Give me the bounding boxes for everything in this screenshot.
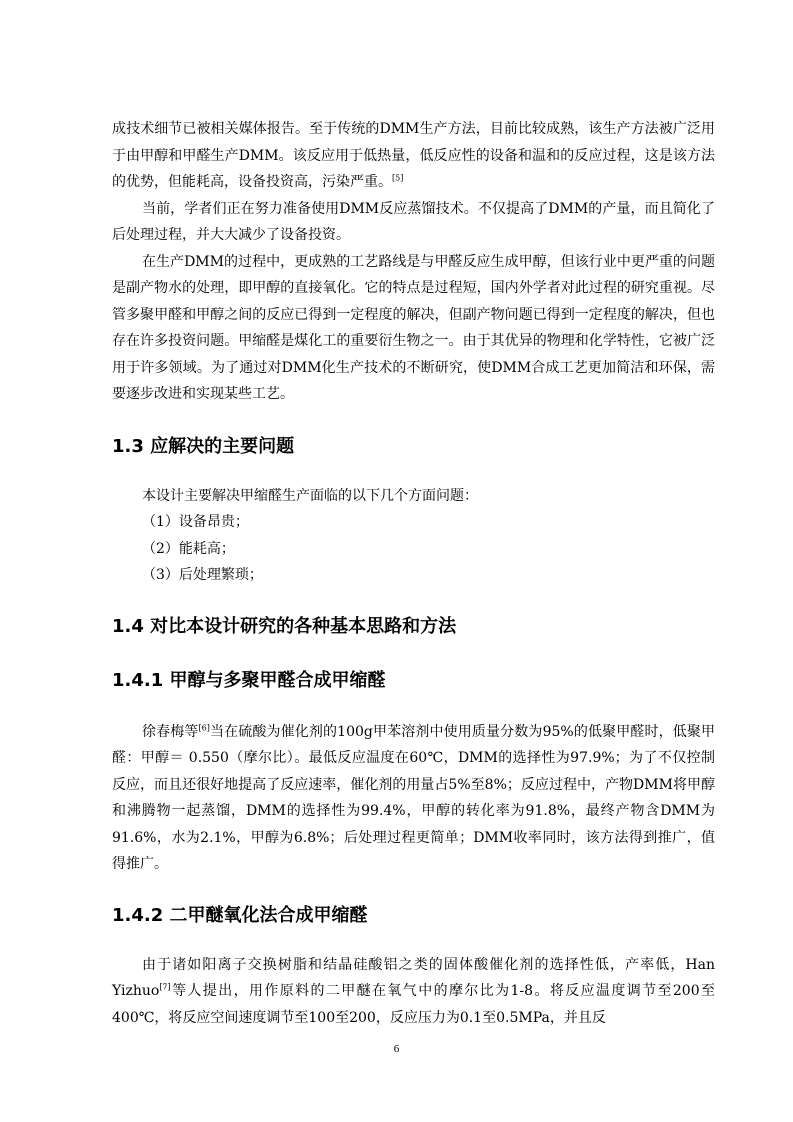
list-item: （3）后处理繁琐； (142, 567, 263, 583)
paragraph-4: 本设计主要解决甲缩醛生产面临的以下几个方面问题： (142, 487, 478, 504)
paragraph-6 (112, 952, 715, 1032)
section-heading-1-4: 1.4 对比本设计研究的各种基本思路和方法 (112, 615, 457, 637)
paragraph-5-text: 当在硫酸为催化剂的100g甲苯溶剂中使用质量分数为95%的低聚甲醛时，低聚甲醛：甲醇＝ 0.550（摩尔比）。最低反应温度在60℃，DMM的选择性为97.9%；为了不仅控制反应，而且还很好地提高了反应速率，催化剂的用量占5%至8%；反应过程中，产物DMM将甲醇和沸腾物一起蒸馏，DMM的选择性为99.4%，甲醇的转化率为91.8%，最终产物含DMM为91.6%，水为2.1%，甲醇为6.8%；后处理过程更简单；DMM收率同时，该方法得到推广，值得推广。 (112, 723, 715, 872)
list-item: （2）能耗高； (142, 540, 235, 557)
paragraph-5 (112, 719, 715, 878)
section-heading-1-3: 1.3 应解决的主要问题 (112, 435, 295, 457)
paragraph-3: 在生产DMM的过程中，更成熟的工艺路线是与甲醛反应生成甲醇，但该行业中更严重的问题是副产物水的处理，即甲醇的直接氧化。它的特点是过程短，国内外学者对此过程的研究重视。尽管多聚甲醛和甲醇之间的反应已得到一定程度的解决，但副产物问题已得到一定程度的解决，但也存在许多投资问题。甲缩醛是煤化工的重要衍生物之一。由于其优异的物理和化学特性，它被广泛用于许多领域。为了通过对DMM化生产技术的不断研究，使DMM合成工艺更加简洁和环保，需要逐步改进和实现某些工艺。 (112, 253, 715, 402)
subsection-heading-1-4-1: 1.4.1 甲醇与多聚甲醛合成甲缩醛 (112, 669, 386, 691)
paragraph-6-text: 等人提出，用作原料的二甲醚在氧气中的摩尔比为1-8。将反应温度调节至200至400℃，将反应空间速度调节至100至200，反应压力为0.1至0.5MPa，并且反 (112, 983, 715, 1026)
page-body (112, 116, 715, 1031)
list-item: （1）设备昂贵； (142, 514, 249, 530)
paragraph-1 (112, 116, 715, 196)
subsection-heading-1-4-2: 1.4.2 二甲醚氧化法合成甲缩醛 (112, 904, 368, 926)
citation-6: [6] (198, 722, 210, 732)
page-number: 6 (393, 1043, 400, 1055)
paragraph-1-text: 成技术细节已被相关媒体报告。至于传统的DMM生产方法，目前比较成熟，该生产方法被广泛用于由甲醇和甲醛生产DMM。该反应用于低热量，低反应性的设备和温和的反应过程，这是该方法的优势，但能耗高，设备投资高，污染严重。 (112, 121, 715, 190)
paragraph-2: 当前，学者们正在努力准备使用DMM反应蒸馏技术。不仅提高了DMM的产量，而且简化了后处理过程，并大大减少了设备投资。 (112, 200, 715, 243)
citation-5: [5] (392, 173, 404, 183)
citation-7: [7] (159, 982, 171, 992)
paragraph-5-lead: 徐春梅等 (142, 723, 199, 740)
paragraph-6-lead: 由于诸如阳离子交换树脂和结晶硅酸铝之类的固体酸催化剂的选择性低，产率低，Han Yizhuo (112, 956, 715, 999)
